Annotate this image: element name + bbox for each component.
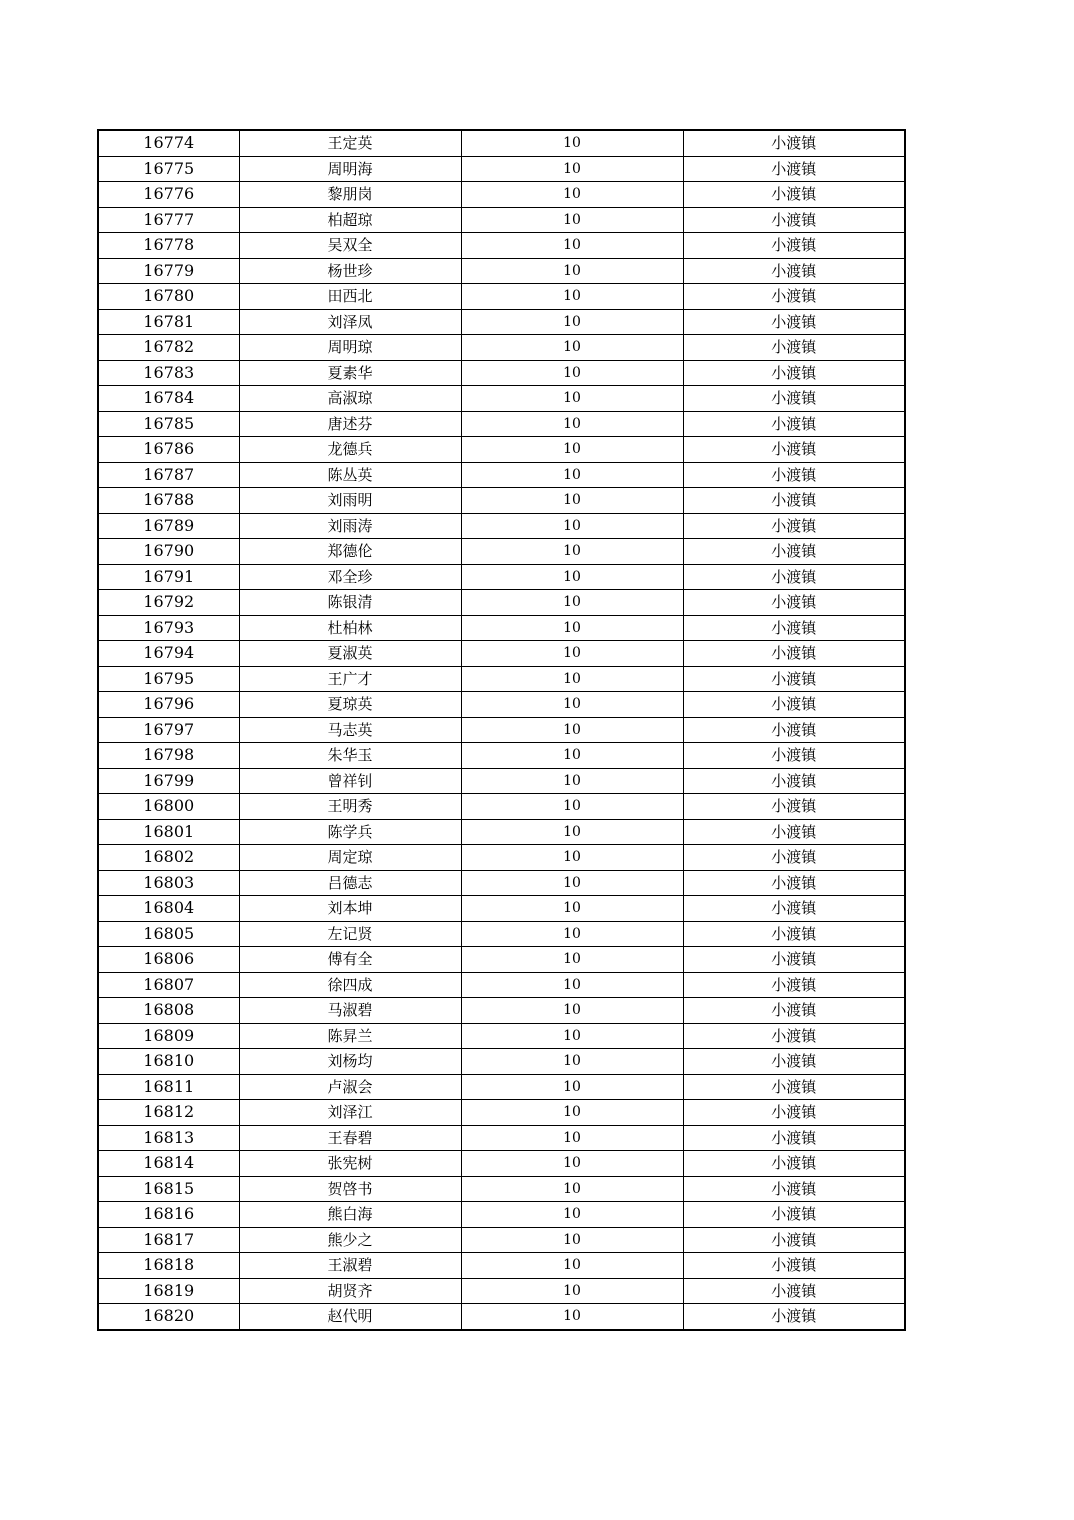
cell-town: 小渡镇 <box>683 794 905 820</box>
cell-serial-number: 16815 <box>98 1176 239 1202</box>
cell-person-name: 刘雨明 <box>239 488 461 514</box>
cell-serial-number: 16809 <box>98 1023 239 1049</box>
cell-town: 小渡镇 <box>683 335 905 361</box>
cell-amount: 10 <box>461 1253 683 1279</box>
cell-amount: 10 <box>461 411 683 437</box>
cell-town: 小渡镇 <box>683 947 905 973</box>
cell-amount: 10 <box>461 233 683 259</box>
cell-person-name: 马淑碧 <box>239 998 461 1024</box>
table-row <box>98 845 905 871</box>
cell-amount: 10 <box>461 1278 683 1304</box>
cell-amount: 10 <box>461 488 683 514</box>
cell-serial-number: 16788 <box>98 488 239 514</box>
table-row <box>98 488 905 514</box>
cell-person-name: 徐四成 <box>239 972 461 998</box>
cell-amount: 10 <box>461 845 683 871</box>
table-row <box>98 692 905 718</box>
cell-serial-number: 16792 <box>98 590 239 616</box>
table-row <box>98 386 905 412</box>
cell-town: 小渡镇 <box>683 462 905 488</box>
cell-serial-number: 16803 <box>98 870 239 896</box>
table-row <box>98 819 905 845</box>
cell-serial-number: 16777 <box>98 207 239 233</box>
cell-person-name: 陈丛英 <box>239 462 461 488</box>
cell-amount: 10 <box>461 1100 683 1126</box>
cell-town: 小渡镇 <box>683 1100 905 1126</box>
cell-town: 小渡镇 <box>683 1049 905 1075</box>
cell-amount: 10 <box>461 743 683 769</box>
table-row <box>98 513 905 539</box>
cell-person-name: 吕德志 <box>239 870 461 896</box>
cell-serial-number: 16791 <box>98 564 239 590</box>
cell-town: 小渡镇 <box>683 590 905 616</box>
cell-person-name: 陈学兵 <box>239 819 461 845</box>
cell-serial-number: 16779 <box>98 258 239 284</box>
cell-town: 小渡镇 <box>683 258 905 284</box>
cell-town: 小渡镇 <box>683 156 905 182</box>
cell-town: 小渡镇 <box>683 666 905 692</box>
cell-amount: 10 <box>461 360 683 386</box>
cell-town: 小渡镇 <box>683 1278 905 1304</box>
table-row <box>98 743 905 769</box>
cell-amount: 10 <box>461 794 683 820</box>
cell-amount: 10 <box>461 1304 683 1330</box>
cell-person-name: 王春碧 <box>239 1125 461 1151</box>
table-row <box>98 1278 905 1304</box>
cell-amount: 10 <box>461 182 683 208</box>
table-row <box>98 768 905 794</box>
cell-person-name: 唐述芬 <box>239 411 461 437</box>
table-row <box>98 233 905 259</box>
table-row <box>98 717 905 743</box>
cell-amount: 10 <box>461 870 683 896</box>
cell-serial-number: 16793 <box>98 615 239 641</box>
cell-town: 小渡镇 <box>683 513 905 539</box>
cell-amount: 10 <box>461 258 683 284</box>
cell-serial-number: 16790 <box>98 539 239 565</box>
cell-amount: 10 <box>461 1176 683 1202</box>
cell-amount: 10 <box>461 513 683 539</box>
table-row <box>98 258 905 284</box>
cell-amount: 10 <box>461 1049 683 1075</box>
cell-amount: 10 <box>461 1074 683 1100</box>
cell-town: 小渡镇 <box>683 998 905 1024</box>
cell-serial-number: 16800 <box>98 794 239 820</box>
cell-town: 小渡镇 <box>683 1304 905 1330</box>
cell-person-name: 刘杨均 <box>239 1049 461 1075</box>
cell-person-name: 王广才 <box>239 666 461 692</box>
cell-serial-number: 16819 <box>98 1278 239 1304</box>
table-row <box>98 539 905 565</box>
table-row <box>98 207 905 233</box>
cell-serial-number: 16780 <box>98 284 239 310</box>
table-row <box>98 156 905 182</box>
cell-person-name: 熊少之 <box>239 1227 461 1253</box>
table-row <box>98 437 905 463</box>
cell-amount: 10 <box>461 692 683 718</box>
cell-serial-number: 16796 <box>98 692 239 718</box>
table-row <box>98 615 905 641</box>
cell-town: 小渡镇 <box>683 539 905 565</box>
table-row <box>98 182 905 208</box>
cell-person-name: 贺啓书 <box>239 1176 461 1202</box>
cell-amount: 10 <box>461 1227 683 1253</box>
cell-person-name: 王明秀 <box>239 794 461 820</box>
cell-person-name: 周定琼 <box>239 845 461 871</box>
cell-amount: 10 <box>461 1202 683 1228</box>
cell-serial-number: 16813 <box>98 1125 239 1151</box>
cell-amount: 10 <box>461 666 683 692</box>
cell-person-name: 周明琼 <box>239 335 461 361</box>
cell-town: 小渡镇 <box>683 411 905 437</box>
table-row <box>98 666 905 692</box>
cell-serial-number: 16818 <box>98 1253 239 1279</box>
cell-town: 小渡镇 <box>683 921 905 947</box>
cell-amount: 10 <box>461 717 683 743</box>
cell-amount: 10 <box>461 156 683 182</box>
cell-person-name: 田西北 <box>239 284 461 310</box>
cell-person-name: 柏超琼 <box>239 207 461 233</box>
cell-person-name: 陈昇兰 <box>239 1023 461 1049</box>
cell-town: 小渡镇 <box>683 386 905 412</box>
cell-serial-number: 16811 <box>98 1074 239 1100</box>
cell-serial-number: 16814 <box>98 1151 239 1177</box>
table-row <box>98 360 905 386</box>
cell-serial-number: 16816 <box>98 1202 239 1228</box>
cell-serial-number: 16806 <box>98 947 239 973</box>
cell-amount: 10 <box>461 998 683 1024</box>
cell-amount: 10 <box>461 386 683 412</box>
cell-amount: 10 <box>461 947 683 973</box>
cell-amount: 10 <box>461 564 683 590</box>
table-row <box>98 335 905 361</box>
cell-town: 小渡镇 <box>683 845 905 871</box>
table-row <box>98 947 905 973</box>
table-row <box>98 921 905 947</box>
cell-serial-number: 16798 <box>98 743 239 769</box>
cell-person-name: 刘泽江 <box>239 1100 461 1126</box>
cell-amount: 10 <box>461 819 683 845</box>
table-row <box>98 1176 905 1202</box>
cell-serial-number: 16805 <box>98 921 239 947</box>
cell-town: 小渡镇 <box>683 360 905 386</box>
cell-person-name: 张宪树 <box>239 1151 461 1177</box>
cell-serial-number: 16817 <box>98 1227 239 1253</box>
cell-person-name: 夏琼英 <box>239 692 461 718</box>
cell-amount: 10 <box>461 335 683 361</box>
cell-amount: 10 <box>461 1023 683 1049</box>
cell-person-name: 黎朋岗 <box>239 182 461 208</box>
cell-amount: 10 <box>461 130 683 156</box>
cell-person-name: 刘泽凤 <box>239 309 461 335</box>
cell-town: 小渡镇 <box>683 615 905 641</box>
table-row <box>98 870 905 896</box>
cell-serial-number: 16799 <box>98 768 239 794</box>
table-row <box>98 130 905 156</box>
cell-town: 小渡镇 <box>683 1227 905 1253</box>
cell-person-name: 曾祥钊 <box>239 768 461 794</box>
cell-serial-number: 16794 <box>98 641 239 667</box>
cell-town: 小渡镇 <box>683 1202 905 1228</box>
cell-serial-number: 16778 <box>98 233 239 259</box>
cell-amount: 10 <box>461 539 683 565</box>
cell-person-name: 赵代明 <box>239 1304 461 1330</box>
cell-town: 小渡镇 <box>683 130 905 156</box>
cell-amount: 10 <box>461 896 683 922</box>
cell-amount: 10 <box>461 921 683 947</box>
cell-amount: 10 <box>461 437 683 463</box>
table-row <box>98 1125 905 1151</box>
cell-town: 小渡镇 <box>683 564 905 590</box>
cell-town: 小渡镇 <box>683 717 905 743</box>
cell-serial-number: 16787 <box>98 462 239 488</box>
cell-town: 小渡镇 <box>683 768 905 794</box>
cell-town: 小渡镇 <box>683 692 905 718</box>
table-row <box>98 564 905 590</box>
cell-town: 小渡镇 <box>683 437 905 463</box>
cell-person-name: 杨世珍 <box>239 258 461 284</box>
table-row <box>98 1151 905 1177</box>
cell-town: 小渡镇 <box>683 488 905 514</box>
table-row <box>98 1100 905 1126</box>
cell-town: 小渡镇 <box>683 1151 905 1177</box>
cell-person-name: 吴双全 <box>239 233 461 259</box>
cell-town: 小渡镇 <box>683 1125 905 1151</box>
cell-person-name: 胡贤齐 <box>239 1278 461 1304</box>
cell-person-name: 左记贤 <box>239 921 461 947</box>
cell-person-name: 傅有全 <box>239 947 461 973</box>
table-row <box>98 1023 905 1049</box>
cell-serial-number: 16776 <box>98 182 239 208</box>
cell-amount: 10 <box>461 284 683 310</box>
table-row <box>98 1074 905 1100</box>
cell-person-name: 龙德兵 <box>239 437 461 463</box>
cell-town: 小渡镇 <box>683 233 905 259</box>
cell-town: 小渡镇 <box>683 207 905 233</box>
cell-person-name: 刘本坤 <box>239 896 461 922</box>
cell-town: 小渡镇 <box>683 1253 905 1279</box>
table-row <box>98 462 905 488</box>
table-row <box>98 1202 905 1228</box>
cell-town: 小渡镇 <box>683 1074 905 1100</box>
cell-person-name: 夏素华 <box>239 360 461 386</box>
cell-amount: 10 <box>461 590 683 616</box>
cell-person-name: 朱华玉 <box>239 743 461 769</box>
cell-town: 小渡镇 <box>683 1176 905 1202</box>
table-row <box>98 896 905 922</box>
cell-amount: 10 <box>461 462 683 488</box>
cell-person-name: 周明海 <box>239 156 461 182</box>
cell-town: 小渡镇 <box>683 182 905 208</box>
cell-serial-number: 16795 <box>98 666 239 692</box>
cell-person-name: 熊白海 <box>239 1202 461 1228</box>
cell-town: 小渡镇 <box>683 284 905 310</box>
table-row <box>98 309 905 335</box>
cell-person-name: 马志英 <box>239 717 461 743</box>
table-row <box>98 1227 905 1253</box>
cell-town: 小渡镇 <box>683 870 905 896</box>
cell-town: 小渡镇 <box>683 743 905 769</box>
table-row <box>98 1304 905 1330</box>
cell-serial-number: 16774 <box>98 130 239 156</box>
cell-serial-number: 16804 <box>98 896 239 922</box>
cell-person-name: 卢淑会 <box>239 1074 461 1100</box>
cell-amount: 10 <box>461 309 683 335</box>
cell-person-name: 陈银清 <box>239 590 461 616</box>
data-table <box>97 129 906 1331</box>
cell-amount: 10 <box>461 1125 683 1151</box>
cell-amount: 10 <box>461 1151 683 1177</box>
cell-person-name: 王淑碧 <box>239 1253 461 1279</box>
cell-serial-number: 16785 <box>98 411 239 437</box>
cell-person-name: 夏淑英 <box>239 641 461 667</box>
cell-serial-number: 16807 <box>98 972 239 998</box>
cell-amount: 10 <box>461 641 683 667</box>
table-body <box>98 130 905 1330</box>
cell-serial-number: 16801 <box>98 819 239 845</box>
cell-person-name: 刘雨涛 <box>239 513 461 539</box>
cell-town: 小渡镇 <box>683 819 905 845</box>
cell-serial-number: 16810 <box>98 1049 239 1075</box>
cell-town: 小渡镇 <box>683 972 905 998</box>
cell-serial-number: 16812 <box>98 1100 239 1126</box>
table-row <box>98 1253 905 1279</box>
cell-serial-number: 16775 <box>98 156 239 182</box>
cell-serial-number: 16781 <box>98 309 239 335</box>
cell-serial-number: 16782 <box>98 335 239 361</box>
table-row <box>98 1049 905 1075</box>
table-row <box>98 641 905 667</box>
cell-town: 小渡镇 <box>683 896 905 922</box>
cell-person-name: 杜柏林 <box>239 615 461 641</box>
cell-person-name: 郑德伦 <box>239 539 461 565</box>
table-row <box>98 972 905 998</box>
cell-amount: 10 <box>461 207 683 233</box>
cell-person-name: 邓全珍 <box>239 564 461 590</box>
table-row <box>98 411 905 437</box>
cell-serial-number: 16783 <box>98 360 239 386</box>
cell-town: 小渡镇 <box>683 309 905 335</box>
cell-town: 小渡镇 <box>683 1023 905 1049</box>
cell-serial-number: 16784 <box>98 386 239 412</box>
cell-serial-number: 16802 <box>98 845 239 871</box>
cell-person-name: 王定英 <box>239 130 461 156</box>
table-row <box>98 590 905 616</box>
cell-serial-number: 16808 <box>98 998 239 1024</box>
cell-town: 小渡镇 <box>683 641 905 667</box>
table-row <box>98 284 905 310</box>
cell-person-name: 高淑琼 <box>239 386 461 412</box>
cell-serial-number: 16786 <box>98 437 239 463</box>
cell-amount: 10 <box>461 768 683 794</box>
cell-amount: 10 <box>461 615 683 641</box>
table-row <box>98 794 905 820</box>
cell-serial-number: 16789 <box>98 513 239 539</box>
cell-serial-number: 16797 <box>98 717 239 743</box>
table-row <box>98 998 905 1024</box>
cell-amount: 10 <box>461 972 683 998</box>
cell-serial-number: 16820 <box>98 1304 239 1330</box>
